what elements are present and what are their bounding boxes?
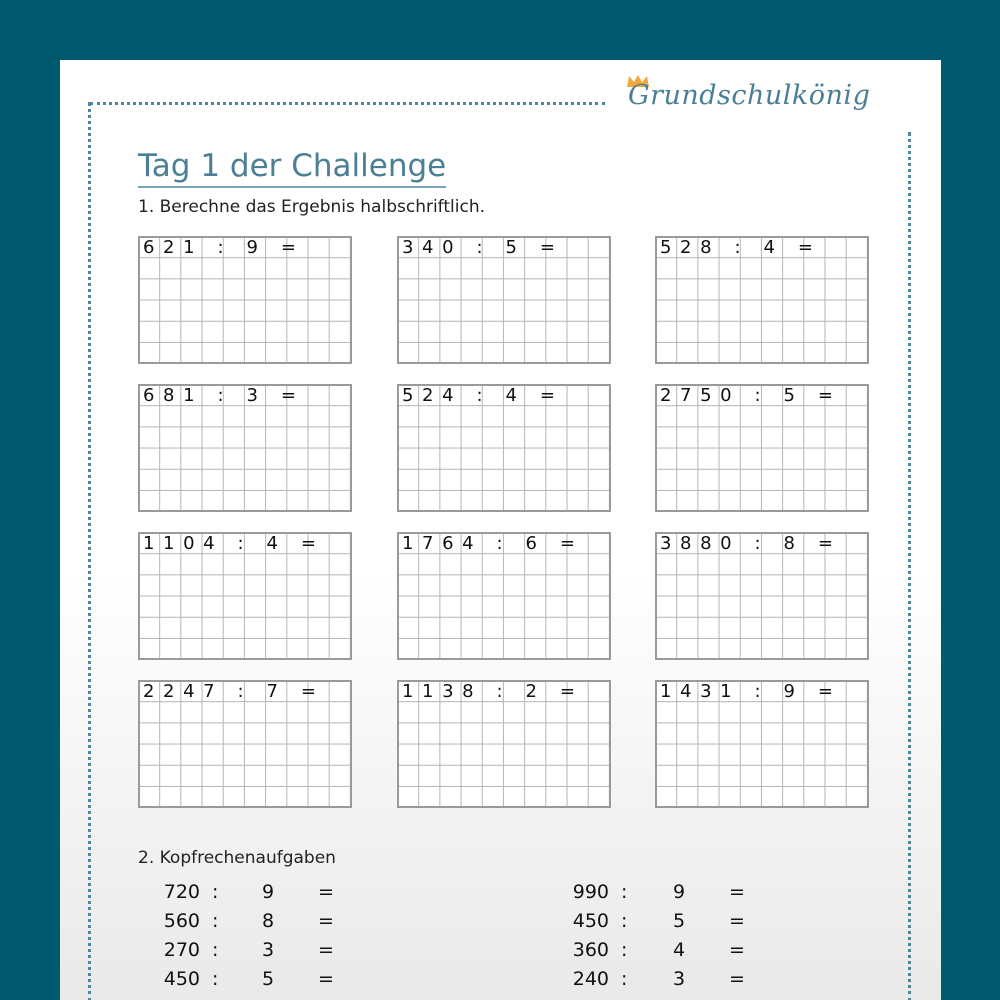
equals-sign: = — [729, 881, 745, 903]
task2-heading: 2. Kopfrechenaufgaben — [138, 848, 336, 868]
mental-row — [156, 878, 356, 906]
grid-problem: 621 : 9 = — [143, 237, 305, 258]
grid-problem: 524 : 4 = — [402, 385, 564, 406]
grid-problem: 1104 : 4 = — [143, 533, 325, 554]
equals-sign: = — [318, 881, 334, 903]
equals-sign: = — [318, 939, 334, 961]
equals-sign: = — [318, 968, 334, 990]
grid-problem: 681 : 3 = — [143, 385, 305, 406]
dividend: 990 — [572, 881, 609, 903]
divide-sign: : — [621, 910, 628, 932]
divisor: 5 — [673, 910, 686, 932]
divide-sign: : — [621, 881, 628, 903]
calc-grid[interactable] — [655, 236, 869, 364]
mental-row — [565, 936, 765, 964]
equals-sign: = — [729, 939, 745, 961]
calc-grid[interactable] — [138, 680, 352, 808]
divide-sign: : — [212, 939, 219, 961]
divisor: 9 — [673, 881, 686, 903]
task1-heading: 1. Berechne das Ergebnis halbschriftlich. — [138, 197, 485, 217]
calc-grid[interactable] — [397, 384, 611, 512]
equals-sign: = — [729, 910, 745, 932]
grid-problem: 2247 : 7 = — [143, 681, 325, 702]
calc-grid[interactable] — [397, 532, 611, 660]
mental-row — [565, 965, 765, 993]
mental-row — [156, 907, 356, 935]
calc-grid[interactable] — [138, 384, 352, 512]
calc-grid[interactable] — [397, 680, 611, 808]
worksheet — [60, 60, 941, 1000]
divisor: 8 — [262, 910, 275, 932]
divisor: 5 — [262, 968, 275, 990]
grid-problem: 2750 : 5 = — [660, 385, 842, 406]
calc-grid[interactable] — [655, 532, 869, 660]
divisor: 9 — [262, 881, 275, 903]
divisor: 3 — [262, 939, 275, 961]
grid-problem: 1764 : 6 = — [402, 533, 584, 554]
calc-grid[interactable] — [397, 236, 611, 364]
calc-grid[interactable] — [138, 532, 352, 660]
equals-sign: = — [729, 968, 745, 990]
divide-sign: : — [621, 968, 628, 990]
divide-sign: : — [212, 910, 219, 932]
dotted-border-left — [88, 102, 91, 1000]
calc-grid[interactable] — [655, 680, 869, 808]
grid-problem: 528 : 4 = — [660, 237, 822, 258]
grid-problem: 340 : 5 = — [402, 237, 564, 258]
dividend: 450 — [572, 910, 609, 932]
dividend: 450 — [163, 968, 200, 990]
mental-row — [565, 878, 765, 906]
divisor: 4 — [673, 939, 686, 961]
dividend: 360 — [572, 939, 609, 961]
divide-sign: : — [212, 881, 219, 903]
mental-row — [565, 907, 765, 935]
grid-problem: 3880 : 8 = — [660, 533, 842, 554]
dividend: 560 — [163, 910, 200, 932]
mental-math-left — [156, 878, 356, 998]
grid-problem: 1138 : 2 = — [402, 681, 584, 702]
dividend: 720 — [163, 881, 200, 903]
mental-row — [156, 936, 356, 964]
dividend: 240 — [572, 968, 609, 990]
divide-sign: : — [621, 939, 628, 961]
dotted-border-right — [908, 132, 911, 1000]
page-title: Tag 1 der Challenge — [138, 146, 446, 188]
grid-problem: 1431 : 9 = — [660, 681, 842, 702]
divide-sign: : — [212, 968, 219, 990]
mental-row — [156, 965, 356, 993]
mental-math-right — [565, 878, 765, 998]
equals-sign: = — [318, 910, 334, 932]
calc-grid[interactable] — [655, 384, 869, 512]
dotted-border-top — [90, 102, 605, 105]
dividend: 270 — [163, 939, 200, 961]
brand-logo: Grundschulkönig — [628, 80, 871, 111]
divisor: 3 — [673, 968, 686, 990]
calc-grid[interactable] — [138, 236, 352, 364]
